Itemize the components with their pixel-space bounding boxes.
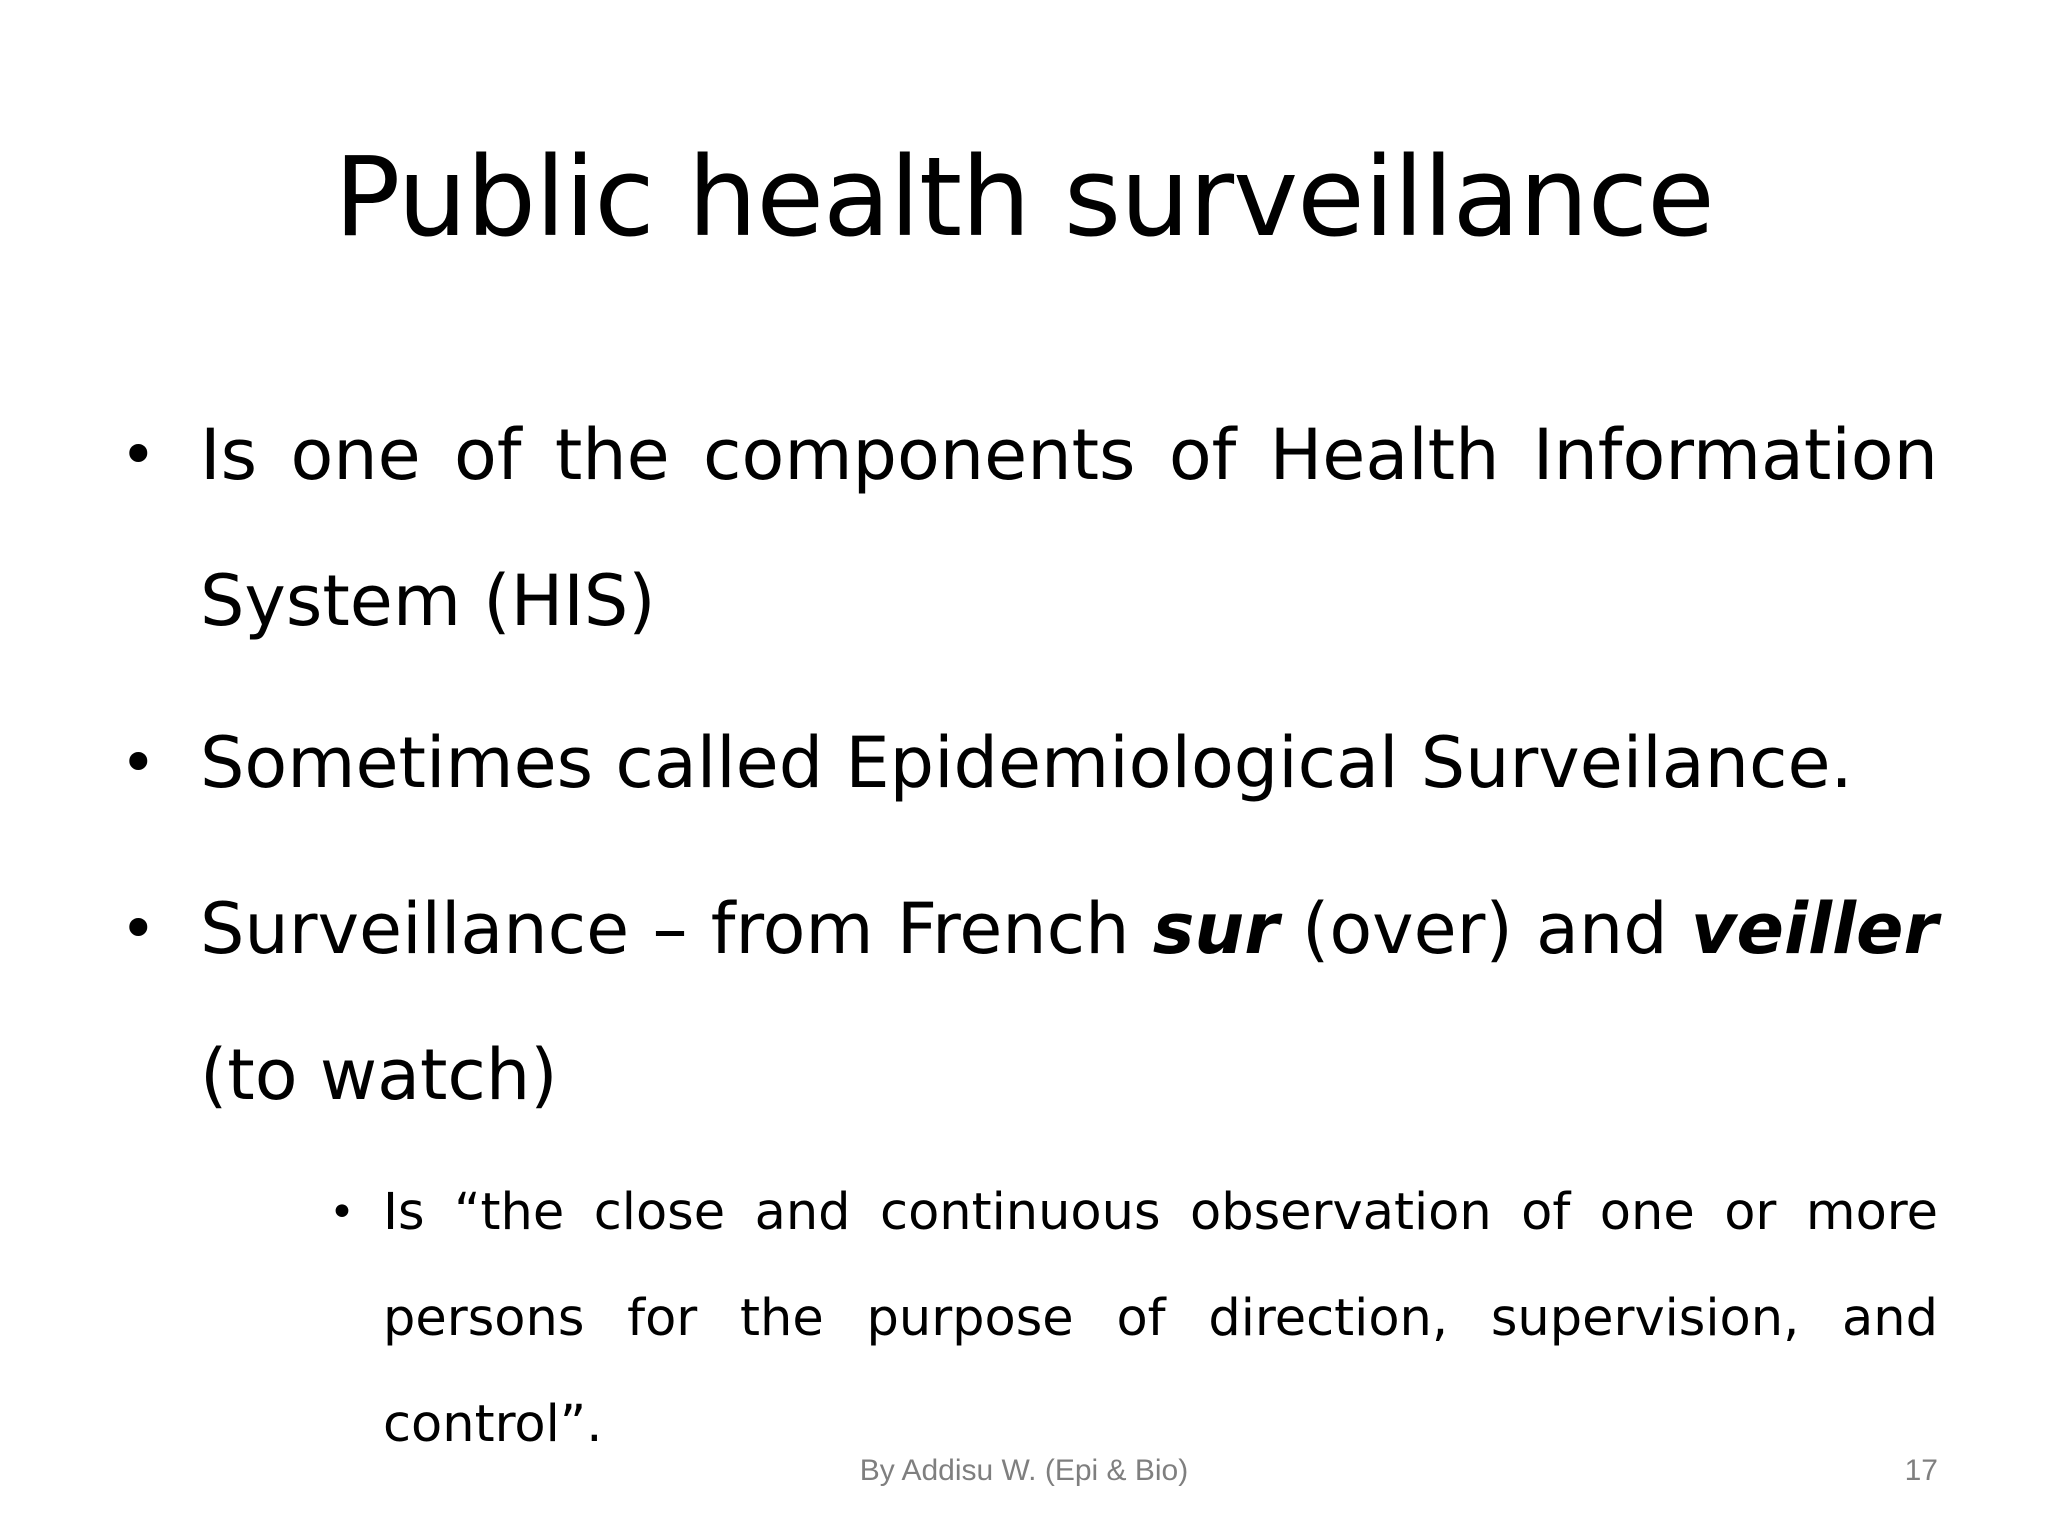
sub-bullet-item — [329, 1160, 1938, 1478]
bullet-item — [120, 856, 1939, 1148]
bullet-item — [120, 382, 1938, 674]
footer-author: By Addisu W. (Epi & Bio) — [859, 1454, 1189, 1487]
bullet-text-part: Surveillance – from French — [200, 888, 1153, 970]
bullet-dot: • — [120, 418, 157, 491]
bullet-text-part: (over) and — [1278, 888, 1691, 970]
sub-bullet-dot: • — [329, 1187, 355, 1238]
bullet-text: Is one of the components of Health Information System (HIS) — [200, 414, 1938, 642]
french-term-sur: sur — [1152, 888, 1279, 970]
bullet-text: Sometimes called Epidemiological Surveilance. — [200, 722, 1853, 804]
slide-title: Public health surveillance — [334, 133, 1714, 261]
sub-bullet-text: Is “the close and continuous observation of one or more persons for the purpose of direction, supervision, and control”. — [383, 1183, 1938, 1454]
bullet-dot: • — [120, 726, 157, 799]
bullet-text-part: (to watch) — [200, 1034, 558, 1116]
page-number: 17 — [1904, 1454, 1938, 1487]
bullet-dot: • — [120, 892, 157, 965]
french-term-veiller: veiller — [1690, 888, 1939, 970]
bullet-item — [120, 690, 1938, 836]
